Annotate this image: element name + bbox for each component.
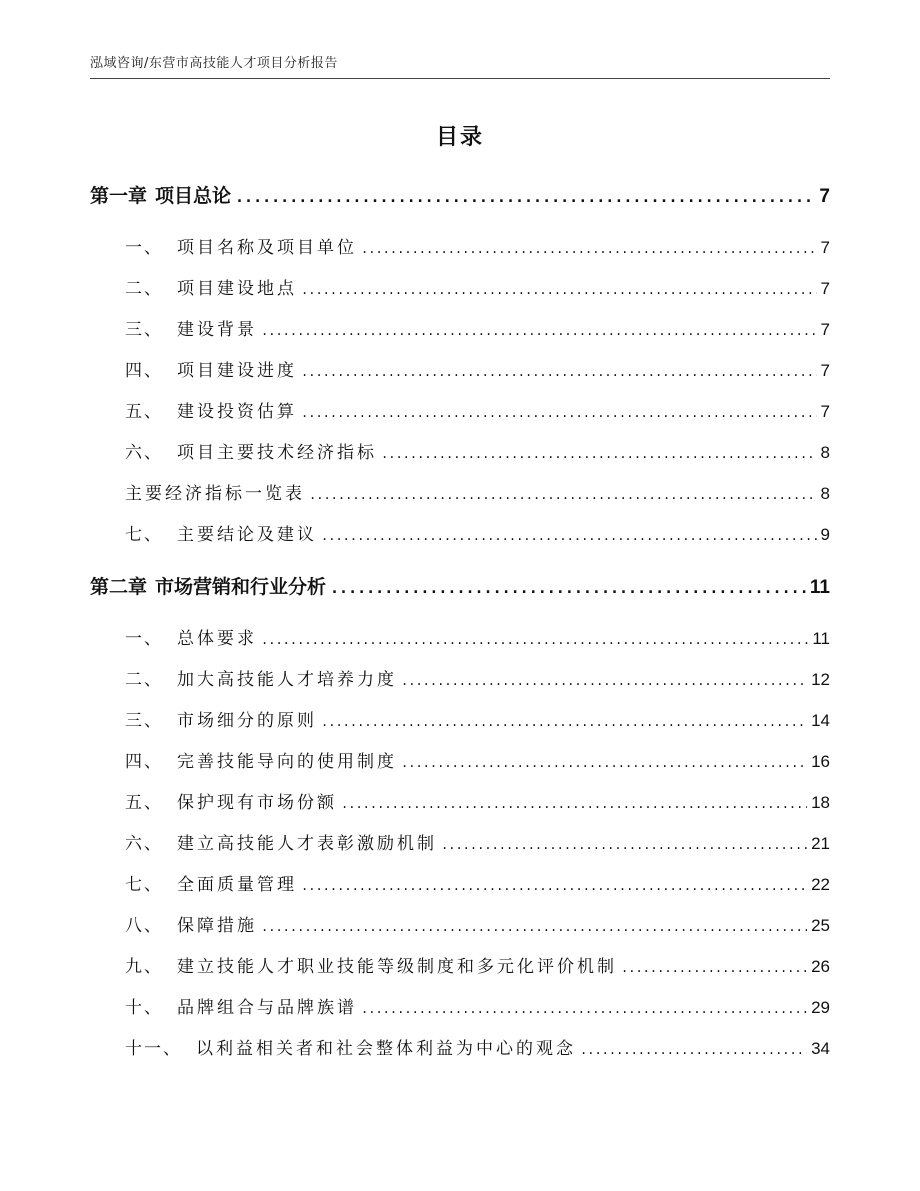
toc-section-entry[interactable] (90, 905, 830, 946)
toc-leader-dots (261, 907, 807, 948)
toc-section-entry[interactable] (90, 823, 830, 864)
toc-entry-text (125, 515, 317, 556)
toc-chapter-entry[interactable] (90, 567, 830, 608)
toc-page-number: 8 (820, 484, 830, 503)
toc-leader-dots (381, 434, 817, 475)
toc-entry-label: 保障措施 (177, 916, 257, 936)
toc-entry-text (125, 619, 257, 660)
toc-page-number: 7 (820, 361, 830, 380)
toc-section-entry[interactable] (90, 659, 830, 700)
toc-section-entry[interactable] (90, 514, 830, 555)
toc-section-entry[interactable] (90, 864, 830, 905)
toc-page-number: 11 (812, 629, 830, 648)
toc-entry-number: 一、 (125, 238, 163, 258)
toc-page-number: 7 (820, 402, 830, 421)
toc-section-entry[interactable] (90, 473, 830, 514)
toc-leader-dots (301, 393, 817, 434)
toc-section-entry[interactable] (90, 741, 830, 782)
toc-entry-text (125, 351, 297, 392)
toc-leader-dots (301, 866, 807, 907)
toc-entry-label: 建设投资估算 (177, 402, 297, 422)
toc-page-number: 25 (811, 916, 830, 935)
toc-page-number: 29 (811, 998, 830, 1017)
toc-entry-text (90, 176, 231, 217)
toc-section-entry[interactable] (90, 227, 830, 268)
toc-page-number: 12 (811, 670, 830, 689)
toc-leader-dots (341, 784, 807, 825)
toc-entry-number: 四、 (125, 752, 163, 772)
toc-entry-label: 总体要求 (177, 629, 257, 649)
toc-section-entry[interactable] (90, 268, 830, 309)
toc-page-number: 22 (811, 875, 830, 894)
toc-entry-label: 项目建设地点 (177, 279, 297, 299)
toc-entry-number: 第二章 (90, 576, 148, 598)
toc-entry-text (125, 988, 357, 1029)
toc-leader-dots (330, 568, 806, 609)
toc-entry-text (125, 783, 337, 824)
toc-entry-label: 完善技能导向的使用制度 (177, 752, 397, 772)
toc-entry-label: 市场营销和行业分析 (155, 576, 327, 598)
toc-section-entry[interactable] (90, 350, 830, 391)
toc-entry-number: 四、 (125, 361, 163, 381)
toc-page-number: 7 (820, 238, 830, 257)
running-header: 泓域咨询/东营市高技能人才项目分析报告 (90, 56, 338, 71)
toc-entry-text (125, 1029, 576, 1070)
toc-leader-dots (580, 1030, 807, 1071)
toc-page-number: 18 (811, 793, 830, 812)
toc-entry-text (125, 228, 357, 269)
toc-page-number: 14 (811, 711, 830, 730)
toc-entry-text (125, 824, 437, 865)
toc-entry-number: 七、 (125, 525, 163, 545)
toc-section-entry[interactable] (90, 700, 830, 741)
toc-leader-dots (361, 229, 817, 270)
toc-leader-dots (309, 475, 817, 516)
toc-section-entry[interactable] (90, 309, 830, 350)
toc-entry-number: 十、 (125, 998, 163, 1018)
toc-section-entry[interactable] (90, 391, 830, 432)
toc-entry-number: 三、 (125, 320, 163, 340)
toc-entry-label: 加大高技能人才培养力度 (177, 670, 397, 690)
toc-entry-text (125, 947, 617, 988)
toc-entry-text (125, 433, 377, 474)
toc-page-number: 8 (820, 443, 830, 462)
toc-leader-dots (361, 989, 807, 1030)
toc-entry-label: 项目总论 (155, 185, 232, 207)
toc-entry-label: 建立技能人才职业技能等级制度和多元化评价机制 (177, 957, 617, 977)
toc-entry-text (125, 701, 317, 742)
toc-entry-number: 八、 (125, 916, 163, 936)
toc-page-number: 7 (820, 279, 830, 298)
toc-leader-dots (301, 270, 817, 311)
toc-entry-label: 项目建设进度 (177, 361, 297, 381)
toc-leader-dots (235, 177, 815, 218)
toc-entry-label: 市场细分的原则 (177, 711, 317, 731)
toc-leader-dots (441, 825, 807, 866)
toc-entry-text (125, 269, 297, 310)
toc-page-number: 26 (811, 957, 830, 976)
toc-entry-label: 主要结论及建议 (177, 525, 317, 545)
toc-entry-number: 五、 (125, 402, 163, 422)
toc-page-number: 34 (811, 1039, 830, 1058)
toc-entry-label: 主要经济指标一览表 (125, 484, 305, 504)
toc-entry-text (125, 906, 257, 947)
toc-entry-text (125, 865, 297, 906)
toc-entry-number: 二、 (125, 670, 163, 690)
toc-entry-number: 十一、 (125, 1039, 182, 1059)
toc-entry-label: 全面质量管理 (177, 875, 297, 895)
toc-entry-number: 第一章 (90, 185, 148, 207)
toc-entry-text (90, 567, 326, 608)
toc-leader-dots (401, 661, 807, 702)
toc-leader-dots (261, 620, 808, 661)
toc-leader-dots (261, 311, 817, 352)
toc-page-number: 9 (820, 525, 830, 544)
toc-entry-text (125, 660, 397, 701)
toc-entry-number: 五、 (125, 793, 163, 813)
toc-page-number: 21 (811, 834, 830, 853)
toc-entry-text (125, 392, 297, 433)
toc-entry-number: 一、 (125, 629, 163, 649)
toc-section-entry[interactable] (90, 618, 830, 659)
toc-entry-text (125, 310, 257, 351)
toc-entry-number: 三、 (125, 711, 163, 731)
toc-leader-dots (321, 516, 817, 557)
toc-entry-label: 建设背景 (177, 320, 257, 340)
toc-entry-label: 以利益相关者和社会整体利益为中心的观念 (196, 1039, 576, 1059)
table-of-contents (90, 176, 830, 1069)
toc-entry-number: 七、 (125, 875, 163, 895)
toc-entry-number: 六、 (125, 443, 163, 463)
toc-entry-label: 项目主要技术经济指标 (177, 443, 377, 463)
toc-page-number: 16 (811, 752, 830, 771)
toc-page-number: 11 (809, 577, 830, 598)
toc-section-entry[interactable] (90, 987, 830, 1028)
toc-entry-number: 九、 (125, 957, 163, 977)
toc-title: 目录 (435, 125, 484, 150)
toc-entry-label: 建立高技能人才表彰激励机制 (177, 834, 437, 854)
toc-entry-number: 二、 (125, 279, 163, 299)
toc-leader-dots (401, 743, 807, 784)
toc-leader-dots (301, 352, 817, 393)
toc-chapter-entry[interactable] (90, 176, 830, 217)
toc-entry-label: 保护现有市场份额 (177, 793, 337, 813)
toc-entry-number: 六、 (125, 834, 163, 854)
toc-section-entry[interactable] (90, 1028, 830, 1069)
toc-entry-text (125, 474, 305, 515)
toc-page-number: 7 (820, 320, 830, 339)
header-divider (90, 78, 830, 79)
toc-entry-label: 项目名称及项目单位 (177, 238, 357, 258)
toc-page-number: 7 (819, 186, 830, 207)
toc-leader-dots (621, 948, 807, 989)
toc-section-entry[interactable] (90, 782, 830, 823)
toc-section-entry[interactable] (90, 432, 830, 473)
toc-leader-dots (321, 702, 807, 743)
toc-section-entry[interactable] (90, 946, 830, 987)
toc-entry-label: 品牌组合与品牌族谱 (177, 998, 357, 1018)
toc-entry-text (125, 742, 397, 783)
